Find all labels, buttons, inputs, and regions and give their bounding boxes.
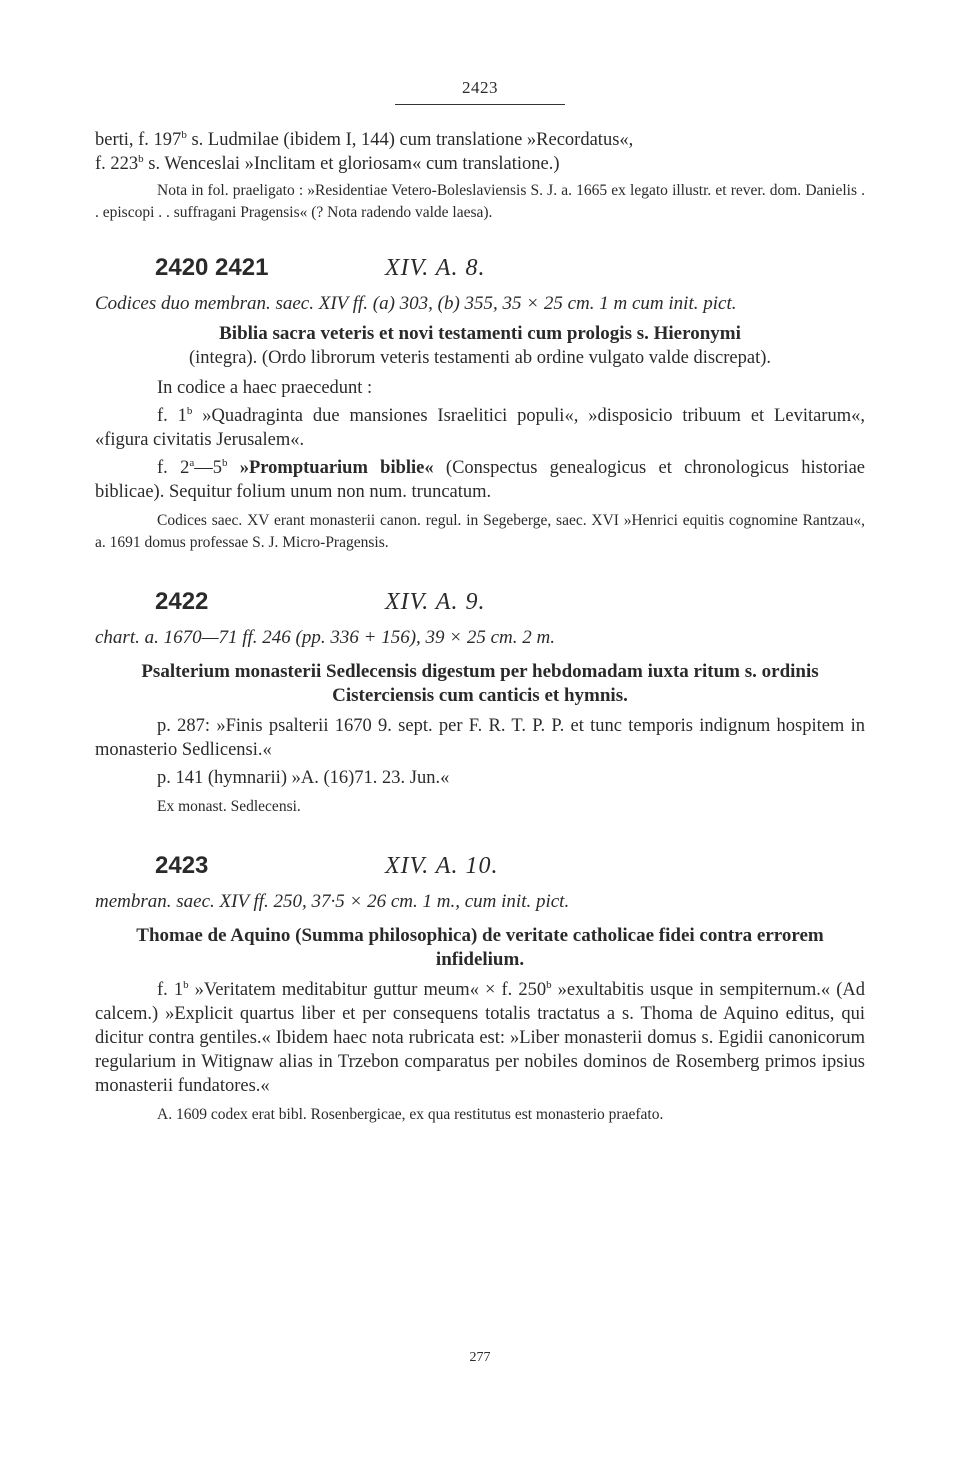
entry-paragraph — [95, 978, 865, 1098]
superscript: b — [138, 152, 144, 165]
intro-text: s. Wenceslai »Inclitam et gloriosam« cum translatione.) — [143, 154, 560, 174]
entry-description: membran. saec. XIV ff. 250, 37·5 × 26 cm. 1 m., cum init. pict. — [95, 891, 570, 912]
entry-signature: XIV. A. 8. — [385, 255, 486, 281]
page-header — [395, 78, 565, 105]
entry-note: A. 1609 codex erat bibl. Rosenbergicae, ex qua restitutus est monasterio praefato. — [157, 1106, 664, 1123]
intro-text: f. 223 — [95, 154, 139, 174]
intro-text: berti, f. 197 — [95, 130, 182, 150]
entry-title-continuation: (integra). (Ordo librorum veteris testamenti ab ordine vulgato valde discrepat). — [188, 348, 772, 368]
entry-paragraph — [95, 456, 865, 504]
entry-paragraph: p. 141 (hymnarii) »A. (16)71. 23. Jun.« — [157, 768, 450, 788]
paragraph-text: »exultabitis usque in sempiternum.« (Ad calcem.) »Explicit quartus liber et per consequens totalis tractatus a s. Thoma de Aquino editus, qui dicitur contra gentiles.« Ibidem haec nota rubricata est: »Liber monasterii domus s. Egidii canonicorum regularium in Witignaw alias in Trzebon comparatus per nobiles dominos de Rosemberg primos ipsius monasterii fundatores.« — [95, 980, 865, 1096]
header-page-number: 2423 — [462, 78, 498, 97]
superscript: b — [183, 978, 189, 991]
paragraph-text: f. 1 — [157, 980, 184, 1000]
paragraph-text: f. 2 — [157, 458, 190, 478]
page-footer-number: 277 — [469, 1350, 491, 1365]
entry-description: Codices duo membran. saec. XIV ff. (a) 303, (b) 355, 35 × 25 cm. 1 m cum init. pict. — [95, 293, 737, 314]
entry-paragraph — [95, 404, 865, 452]
entry-note: Codices saec. XV erant monasterii canon. regul. in Segeberge, saec. XVI »Henrici equitis cognomine Rantzau«, a. 1691 domus professae S. J. Micro-Pragensis. — [95, 512, 865, 551]
entry-note: Ex monast. Sedlecensi. — [157, 798, 301, 815]
intro-note: Nota in fol. praeligato : »Residentiae Vetero-Boleslaviensis S. J. a. 1665 ex legato illustr. et rever. dom. Danielis . . episcopi . . suffragani Pragensis« (? Nota radendo valde laesa). — [95, 182, 865, 221]
document-page — [95, 0, 865, 1467]
entry-title: Thomae de Aquino (Summa philosophica) de veritate catholicae fidei contra errorem infidelium. — [136, 925, 824, 970]
entry-paragraph: In codice a haec praecedunt : — [157, 378, 373, 398]
superscript: b — [546, 978, 552, 991]
superscript: a — [189, 456, 195, 469]
entry-heading — [95, 588, 865, 616]
entry-heading — [95, 852, 865, 880]
superscript: b — [181, 128, 187, 141]
superscript: b — [221, 456, 228, 469]
intro-text: s. Ludmilae (ibidem I, 144) cum translatione »Recordatus«, — [186, 130, 634, 150]
superscript: b — [186, 404, 193, 417]
entry-number: 2422 — [155, 588, 209, 615]
header-rule — [395, 104, 565, 105]
paragraph-text: —5 — [194, 458, 222, 478]
paragraph-text: »Veritatem meditabitur guttur meum« × f. 250 — [188, 980, 547, 1000]
bold-phrase: »Promptuarium biblie« — [227, 458, 434, 478]
intro-line-2 — [95, 152, 865, 176]
intro-line-1 — [95, 128, 865, 152]
entry-heading — [95, 254, 865, 282]
entry-number: 2423 — [155, 852, 209, 879]
entry-number: 2420 2421 — [155, 254, 269, 281]
entry-description: chart. a. 1670—71 ff. 246 (pp. 336 + 156), 39 × 25 cm. 2 m. — [95, 627, 555, 648]
entry-paragraph: p. 287: »Finis psalterii 1670 9. sept. per F. R. T. P. P. et tunc temporis indignum hospitem in monasterio Sedlicensi.« — [95, 716, 865, 760]
entry-title: Psalterium monasterii Sedlecensis digestum per hebdomadam iuxta ritum s. ordinis Cisterciensis cum canticis et hymnis. — [141, 661, 819, 706]
entry-signature: XIV. A. 10. — [385, 853, 499, 879]
paragraph-text: »Quadraginta due mansiones Israelitici populi«, »disposicio tribuum et Levitarum«, «figura civitatis Jerusalem«. — [95, 406, 865, 450]
paragraph-text: f. 1 — [157, 406, 187, 426]
page-content — [95, 128, 865, 1126]
entry-signature: XIV. A. 9. — [385, 589, 486, 615]
entry-title: Biblia sacra veteris et novi testamenti cum prologis s. Hieronymi — [219, 323, 741, 344]
paragraph-text: (Conspectus genealogicus et chronologicus historiae biblicae). Sequitur folium unum non num. truncatum. — [95, 458, 865, 502]
